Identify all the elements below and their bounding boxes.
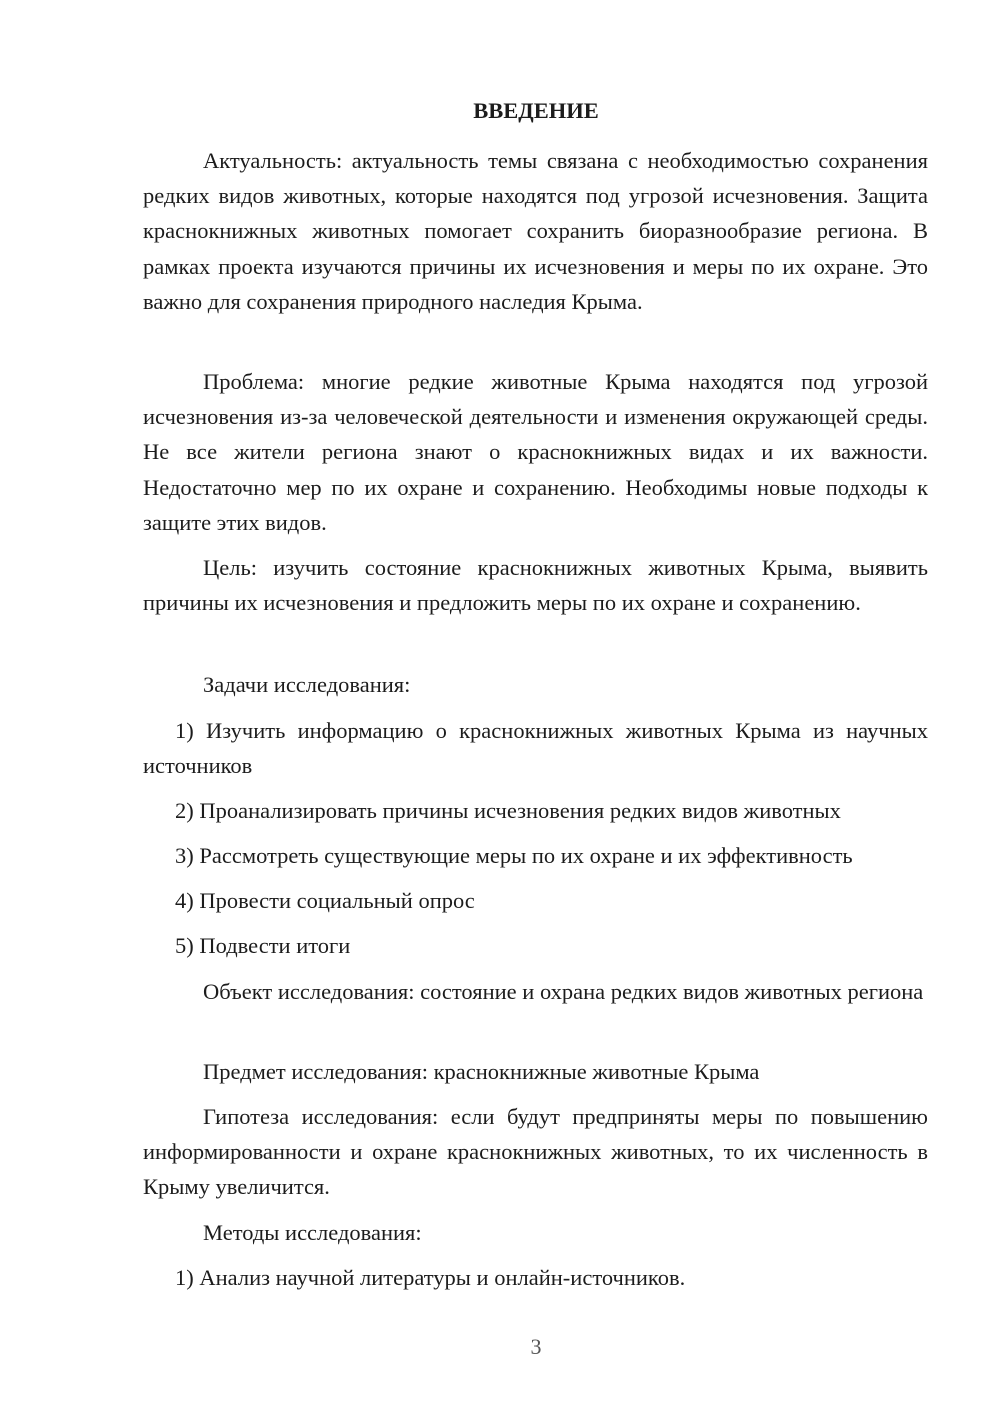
task-item-4: 4) Провести социальный опрос [175, 888, 475, 913]
tasks-heading: Задачи исследования: [203, 672, 411, 697]
task-item-5: 5) Подвести итоги [175, 933, 351, 958]
page-number: 3 [530, 1334, 542, 1359]
methods-heading: Методы исследования: [203, 1220, 422, 1245]
object-paragraph: Объект исследования: состояние и охрана редких видов животных региона [203, 979, 924, 1004]
task-item-2: 2) Проанализировать причины исчезновения редких видов животных [175, 798, 841, 823]
task-item-3: 3) Рассмотреть существующие меры по их охране и их эффективность [175, 843, 853, 868]
subject-paragraph: Предмет исследования: краснокнижные животные Крыма [203, 1059, 760, 1084]
task-item-1: 1) Изучить информацию о краснокнижных животных Крыма из научных источников [143, 718, 928, 779]
hypothesis-paragraph: Гипотеза исследования: если будут предприняты меры по повышению информированности и охране краснокнижных животных, то их численность в Крыму увеличится. [143, 1104, 928, 1200]
goal-paragraph: Цель: изучить состояние краснокнижных животных Крыма, выявить причины их исчезновения и предложить меры по их охране и сохранению. [143, 555, 928, 616]
method-item-1: 1) Анализ научной литературы и онлайн-источников. [175, 1265, 686, 1290]
relevance-paragraph: Актуальность: актуальность темы связана с необходимостью сохранения редких видов животных, которые находятся под угрозой исчезновения. Защита краснокнижных животных помогает сохранить биоразнообразие региона. В рамках проекта изучаются причины их исчезновения и меры по их охране. Это важно для сохранения природного наследия Крыма. [143, 148, 928, 314]
problem-paragraph: Проблема: многие редкие животные Крыма находятся под угрозой исчезновения из-за человеческой деятельности и изменения окружающей среды. Не все жители региона знают о краснокнижных видах и их важности. Недостаточно мер по их охране и сохранению. Необходимы новые подходы к защите этих видов. [143, 369, 928, 535]
page-title: ВВЕДЕНИЕ [473, 98, 599, 123]
